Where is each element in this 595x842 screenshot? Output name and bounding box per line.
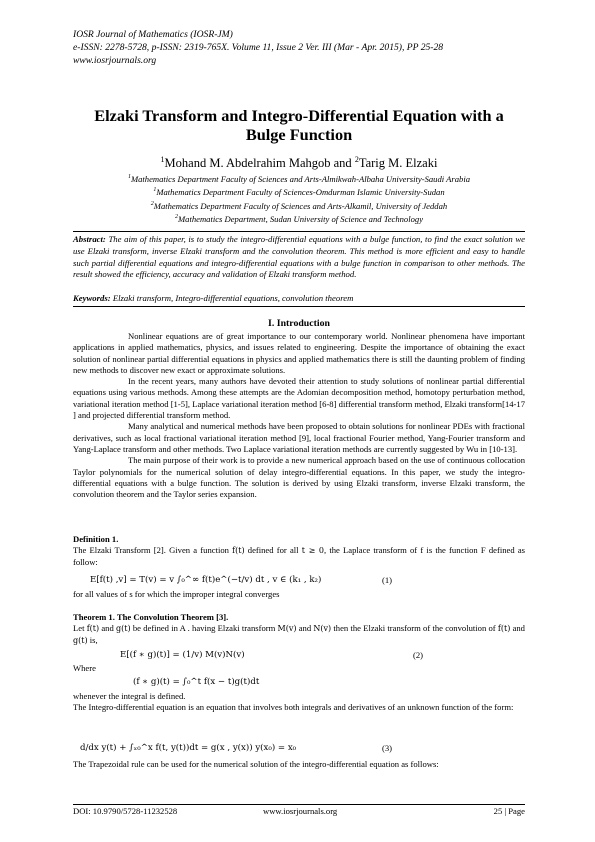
affiliation-sup: 2 [150, 200, 154, 207]
theorem-text-part: and [99, 623, 117, 634]
footer-doi: DOI: 10.9790/5728-11232528 [73, 806, 178, 816]
math-ft: f(t) [232, 546, 245, 556]
definition-after: for all values of s for which the improper integral converges [73, 589, 280, 599]
paper-title: Elzaki Transform and Integro-Differential Equation with a Bulge Function [94, 106, 504, 144]
paragraph: Nonlinear equations are of great importance to our contemporary world. Nonlinear phenomena have important applications in applied mathematics, physics, and issues related to engineering. Despite the importance of obtaining the exact solution of nonlinear partial differential equations in physics and applied mathematics there is still the daunting problem of finding new methods to discover new exact or approximate solutions. [73, 331, 525, 375]
theorem-label: Theorem 1. The Convolution Theorem [3]. [73, 612, 229, 622]
affiliation-sup: 2 [174, 214, 178, 221]
affiliation [73, 185, 525, 198]
equation-1-number: (1) [382, 575, 393, 585]
author2: Tarig M. Elzaki [358, 156, 438, 171]
footer-rule [73, 804, 525, 805]
integro-text [73, 691, 525, 714]
journal-issn: e-ISSN: 2278-5728, p-ISSN: 2319-765X. Volume 11, Issue 2 Ver. III (Mar - Apr. 2015), PP 25-28 [73, 42, 444, 54]
theorem-text-part: and [296, 623, 314, 634]
convolution-definition: (f ∗ g)(t) = ∫₀^t f(x − t)g(t)dt [133, 677, 260, 687]
affiliation-text: Mathematics Department Faculty of Sciences and Arts-Almikwah-Albaha University-Saudi Arabia [130, 173, 471, 184]
abstract [73, 234, 525, 281]
equation-3-number: (3) [382, 743, 393, 753]
affiliation-text: Mathematics Department Faculty of Sciences-Omdurman Islamic University-Sudan [156, 187, 445, 198]
affiliation-text: Mathematics Department Faculty of Sciences and Arts-Alkamil, University of Jeddah [153, 200, 448, 211]
introduction [73, 331, 525, 500]
definition-text [73, 545, 525, 568]
math-gt: g(t) [116, 624, 131, 634]
journal-header [73, 28, 443, 68]
math-ft: f(t) [86, 624, 100, 634]
affiliation [73, 172, 525, 185]
affiliation-text: Mathematics Department, Sudan University of Science and Technology [177, 214, 424, 225]
keywords-text: Elzaki transform, Integro-differential equations, convolution theorem [110, 293, 354, 303]
journal-site: www.iosrjournals.org [73, 55, 157, 67]
equation-3: d/dx y(t) + ∫ₓ₀^x f(t, y(t))dt = g(x , y(x)) y(x₀) = x₀ [80, 743, 297, 753]
paragraph: Many analytical and numerical methods have been proposed to obtain solutions for nonlinear PDEs with fractional derivatives, such as local fractional variational iteration method [9], local fractional Fourier method, Yang-Fourier transform and Yang-Laplace transform and other methods. Two Laplace variational iteration methods are currently suggested by Wu in [10-13]. [73, 421, 525, 454]
theorem-text [73, 623, 525, 646]
paragraph: The main purpose of their work is to provide a new numerical approach based on the use of continuous collocation Taylor polynomials for the numerical solution of delay integro-differential equations. In this paper, we study the integro-differential equations with a bulge function. The solution is derived by using Elzaki transform, inverse Elzaki transform, the convolution theorem and the Taylor series expansion. [73, 455, 525, 500]
where-label: Where [73, 663, 96, 673]
affiliation-sup: 1 [153, 187, 157, 194]
authors [73, 155, 525, 171]
keywords [73, 293, 525, 303]
definition-intro: defined for all [244, 545, 302, 556]
equation-1: E[f(t) ,v] = T(v) = v ∫₀^∞ f(t)e^(−t/v) dt , v ∈ (k₁ , k₂) [90, 575, 322, 585]
math-condition: t ≥ 0 [301, 546, 324, 556]
author1: Mohand M. Abdelrahim Mahgob and [164, 156, 355, 171]
affiliation [73, 212, 525, 225]
theorem-text-part: then the Elzaki transform of the convolution of [331, 623, 498, 634]
trapezoidal-text: The Trapezoidal rule can be used for the numerical solution of the integro-differential equation as follows: [73, 759, 439, 769]
abstract-label: Abstract: [73, 234, 106, 244]
math-Nv: N(v) [313, 624, 332, 634]
theorem-text-part: is, [87, 634, 98, 645]
definition-label-text: Definition 1 [73, 534, 117, 544]
paragraph: In the recent years, many authors have devoted their attention to study solutions of nonlinear partial differential equations using various methods. Among these attempts are the Adomian decomposition method, homotopy perturbation method, variational iteration method [1-5], Laplace variational iteration method [6-8] differential transform method, Elzaki transform[14-17 ] and projected differential transform method. [73, 376, 525, 421]
abstract-bottom-rule [73, 306, 525, 307]
author1-sup: 1 [160, 155, 165, 164]
definition-label: Definition 1. [73, 534, 119, 544]
equation-2-number: (2) [413, 650, 424, 660]
whenever-text: whenever the integral is defined. [73, 691, 186, 701]
math-Mv: M(v) [277, 624, 297, 634]
math-gt: g(t) [73, 635, 88, 645]
journal-name: IOSR Journal of Mathematics (IOSR-JM) [73, 29, 233, 40]
theorem-text-part: Let [73, 623, 87, 634]
affiliations [73, 172, 525, 226]
math-ft: f(t) [497, 624, 511, 634]
section-heading: I. Introduction [268, 318, 330, 329]
theorem-1 [73, 612, 525, 646]
definition-intro: , the Laplace transform of f is the function F defined as follow: [73, 545, 526, 567]
abstract-text: The aim of this paper, is to study the integro-differential equations with a bulge function, to find the exact solution we use Elzaki transform, inverse Elzaki transform and the convolution theorem. This method is more efficient and easy to handle such partial differential equations and integro-differential equations with a bulge function in comparison to other methods. The result showed the efficiency, accuracy and validation of Elzaki transform method. [73, 234, 525, 280]
definition-intro: The Elzaki Transform [2]. Given a function [73, 545, 233, 556]
affiliation-sup: 1 [127, 174, 131, 180]
footer-page: 25 | Page [493, 806, 525, 816]
definition-1 [73, 534, 525, 568]
author2-sup: 2 [354, 155, 359, 164]
affiliation [73, 199, 525, 212]
keywords-label: Keywords: [73, 293, 111, 303]
footer-site: www.iosrjournals.org [263, 806, 338, 816]
theorem-text-part: be defined in A . having Elzaki transform [130, 623, 278, 634]
equation-2: E[(f ∗ g)(t)] = (1/v) M(v)N(v) [120, 650, 245, 660]
abstract-top-rule [73, 231, 525, 232]
integro-intro: The Integro-differential equation is an equation that involves both integrals and derivatives of an unknown function of the form: [73, 702, 514, 713]
theorem-text-part: and [510, 623, 525, 634]
